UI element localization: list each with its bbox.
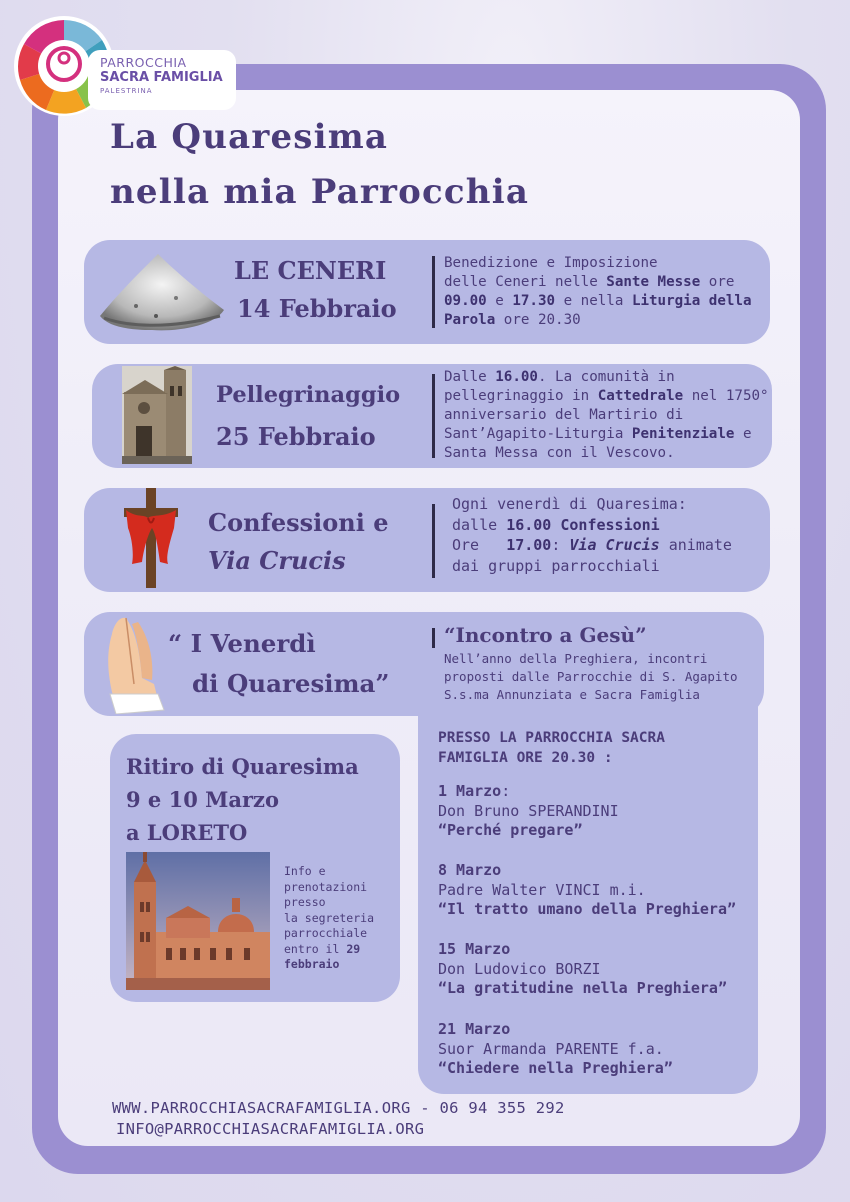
- confessioni-desc-line4: dai gruppi parrocchiali: [452, 556, 660, 575]
- ashes-icon: [96, 246, 228, 334]
- pellegrinaggio-title-line1: Pellegrinaggio: [216, 382, 401, 408]
- venerdi-description: [444, 650, 738, 704]
- parish-logo-text: [88, 50, 236, 110]
- footer-contacts: [112, 1098, 565, 1140]
- venerdi-desc-line3: S.s.ma Annunziata e Sacra Famiglia: [444, 687, 700, 702]
- pellegrinaggio-divider: [432, 374, 435, 458]
- ceneri-title: [234, 252, 397, 328]
- confessioni-title-line2: Via Crucis: [208, 546, 346, 575]
- ritiro-info-line: la segreteria: [284, 910, 375, 925]
- ritiro-info: [284, 864, 394, 973]
- confessioni-description: [452, 494, 732, 576]
- schedule-item: [438, 782, 619, 841]
- ceneri-desc-line2: delle Ceneri nelle Sante Messe ore: [444, 274, 735, 290]
- venerdi-desc-line2: proposti dalle Parrocchie di S. Agapito: [444, 669, 738, 684]
- confessioni-divider: [432, 504, 435, 578]
- loreto-basilica-image: [126, 852, 270, 990]
- page-title: [110, 110, 529, 220]
- ceneri-title-date: 14 Febbraio: [237, 294, 397, 323]
- logo-line-palestrina: PALESTRINA: [100, 87, 153, 95]
- schedule-speaker: Don Ludovico BORZI: [438, 959, 601, 978]
- schedule-topic: “Perché pregare”: [438, 821, 583, 839]
- ritiro-info-month: febbraio: [284, 957, 340, 971]
- pellegrinaggio-desc-line1: Dalle 16.00. La comunità in: [444, 369, 675, 385]
- footer-email[interactable]: INFO@PARROCCHIASACRAFAMIGLIA.ORG: [116, 1120, 425, 1138]
- ritiro-info-line: presso: [284, 895, 326, 909]
- ceneri-description: [444, 254, 752, 330]
- page-title-line1: La Quaresima: [110, 117, 389, 157]
- schedule-heading: [438, 728, 758, 768]
- ritiro-info-line: parrocchiale: [284, 926, 368, 940]
- ritiro-title-line1: Ritiro di Quaresima: [126, 754, 359, 779]
- ritiro-title-dates: 9 e 10 Marzo: [126, 787, 279, 812]
- schedule-speaker: Don Bruno SPERANDINI: [438, 801, 619, 820]
- praying-hands-icon: [96, 614, 178, 714]
- schedule-topic: “Chiedere nella Preghiera”: [438, 1059, 673, 1077]
- logo-line-parrocchia: PARROCCHIA: [100, 55, 187, 70]
- confessioni-title: [208, 504, 389, 580]
- schedule-item: [438, 1020, 673, 1079]
- schedule-date: 21 Marzo: [438, 1020, 511, 1038]
- ceneri-title-line1: LE CENERI: [234, 256, 387, 285]
- confessioni-desc-line1: Ogni venerdì di Quaresima:: [452, 495, 687, 513]
- schedule-speaker: Suor Armanda PARENTE f.a.: [438, 1039, 664, 1058]
- ritiro-title-place: a LORETO: [126, 820, 248, 845]
- cathedral-icon: [122, 366, 192, 464]
- schedule-heading-line2: FAMIGLIA ORE 20.30 :: [438, 750, 613, 766]
- confessioni-title-line1: Confessioni e: [208, 508, 389, 537]
- ceneri-desc-line3: 09.00 e 17.30 e nella Liturgia della: [444, 293, 752, 309]
- schedule-topic: “La gratitudine nella Preghiera”: [438, 979, 727, 997]
- venerdi-title-line1: “ I Venerdì: [168, 629, 316, 658]
- ritiro-info-deadline: entro il 29: [284, 941, 361, 956]
- pellegrinaggio-desc-line4: Sant’Agapito-Liturgia Penitenziale e: [444, 426, 752, 442]
- venerdi-title-line2: di Quaresima”: [192, 669, 390, 698]
- schedule-item: [438, 940, 727, 999]
- ritiro-info-line: prenotazioni: [284, 879, 368, 894]
- pellegrinaggio-desc-line2: pellegrinaggio in Cattedrale nel 1750°: [444, 388, 769, 404]
- schedule-speaker: Padre Walter VINCI m.i.: [438, 880, 646, 899]
- venerdi-divider: [432, 628, 435, 648]
- logo-line-sacra-famiglia: SACRA FAMIGLIA: [100, 70, 223, 85]
- pellegrinaggio-description: [444, 368, 769, 463]
- footer-website-phone[interactable]: WWW.PARROCCHIASACRAFAMIGLIA.ORG - 06 94 355 292: [112, 1099, 565, 1117]
- venerdi-desc-line1: Nell’anno della Preghiera, incontri: [444, 651, 708, 666]
- venerdi-title: [168, 624, 389, 704]
- ceneri-desc-line4: Parola ore 20.30: [444, 312, 581, 328]
- ritiro-title: [126, 750, 359, 849]
- schedule-heading-line1: PRESSO LA PARROCCHIA SACRA: [438, 730, 665, 746]
- cross-with-drape-icon: [122, 488, 180, 588]
- schedule-date: 8 Marzo: [438, 861, 502, 879]
- confessioni-desc-line3: Ore 17.00: Via Crucis animate: [452, 536, 732, 554]
- pellegrinaggio-desc-line5: Santa Messa con il Vescovo.: [444, 445, 675, 461]
- confessioni-desc-line2: dalle 16.00 Confessioni: [452, 515, 660, 534]
- pellegrinaggio-title: [216, 374, 400, 458]
- page-title-line2: nella mia Parrocchia: [110, 172, 530, 212]
- schedule-date: 15 Marzo: [438, 940, 511, 958]
- ceneri-divider: [432, 256, 435, 328]
- schedule-item: [438, 861, 736, 920]
- venerdi-subtitle: “Incontro a Gesù”: [444, 623, 647, 647]
- ceneri-desc-line1: Benedizione e Imposizione: [444, 255, 658, 271]
- ritiro-info-line: Info e: [284, 864, 326, 878]
- pellegrinaggio-desc-line3: anniversario del Martirio di: [444, 407, 684, 423]
- schedule-topic: “Il tratto umano della Preghiera”: [438, 900, 737, 918]
- schedule-date: 1 Marzo:: [438, 782, 511, 800]
- pellegrinaggio-title-date: 25 Febbraio: [216, 422, 376, 451]
- parish-logo: [12, 14, 227, 122]
